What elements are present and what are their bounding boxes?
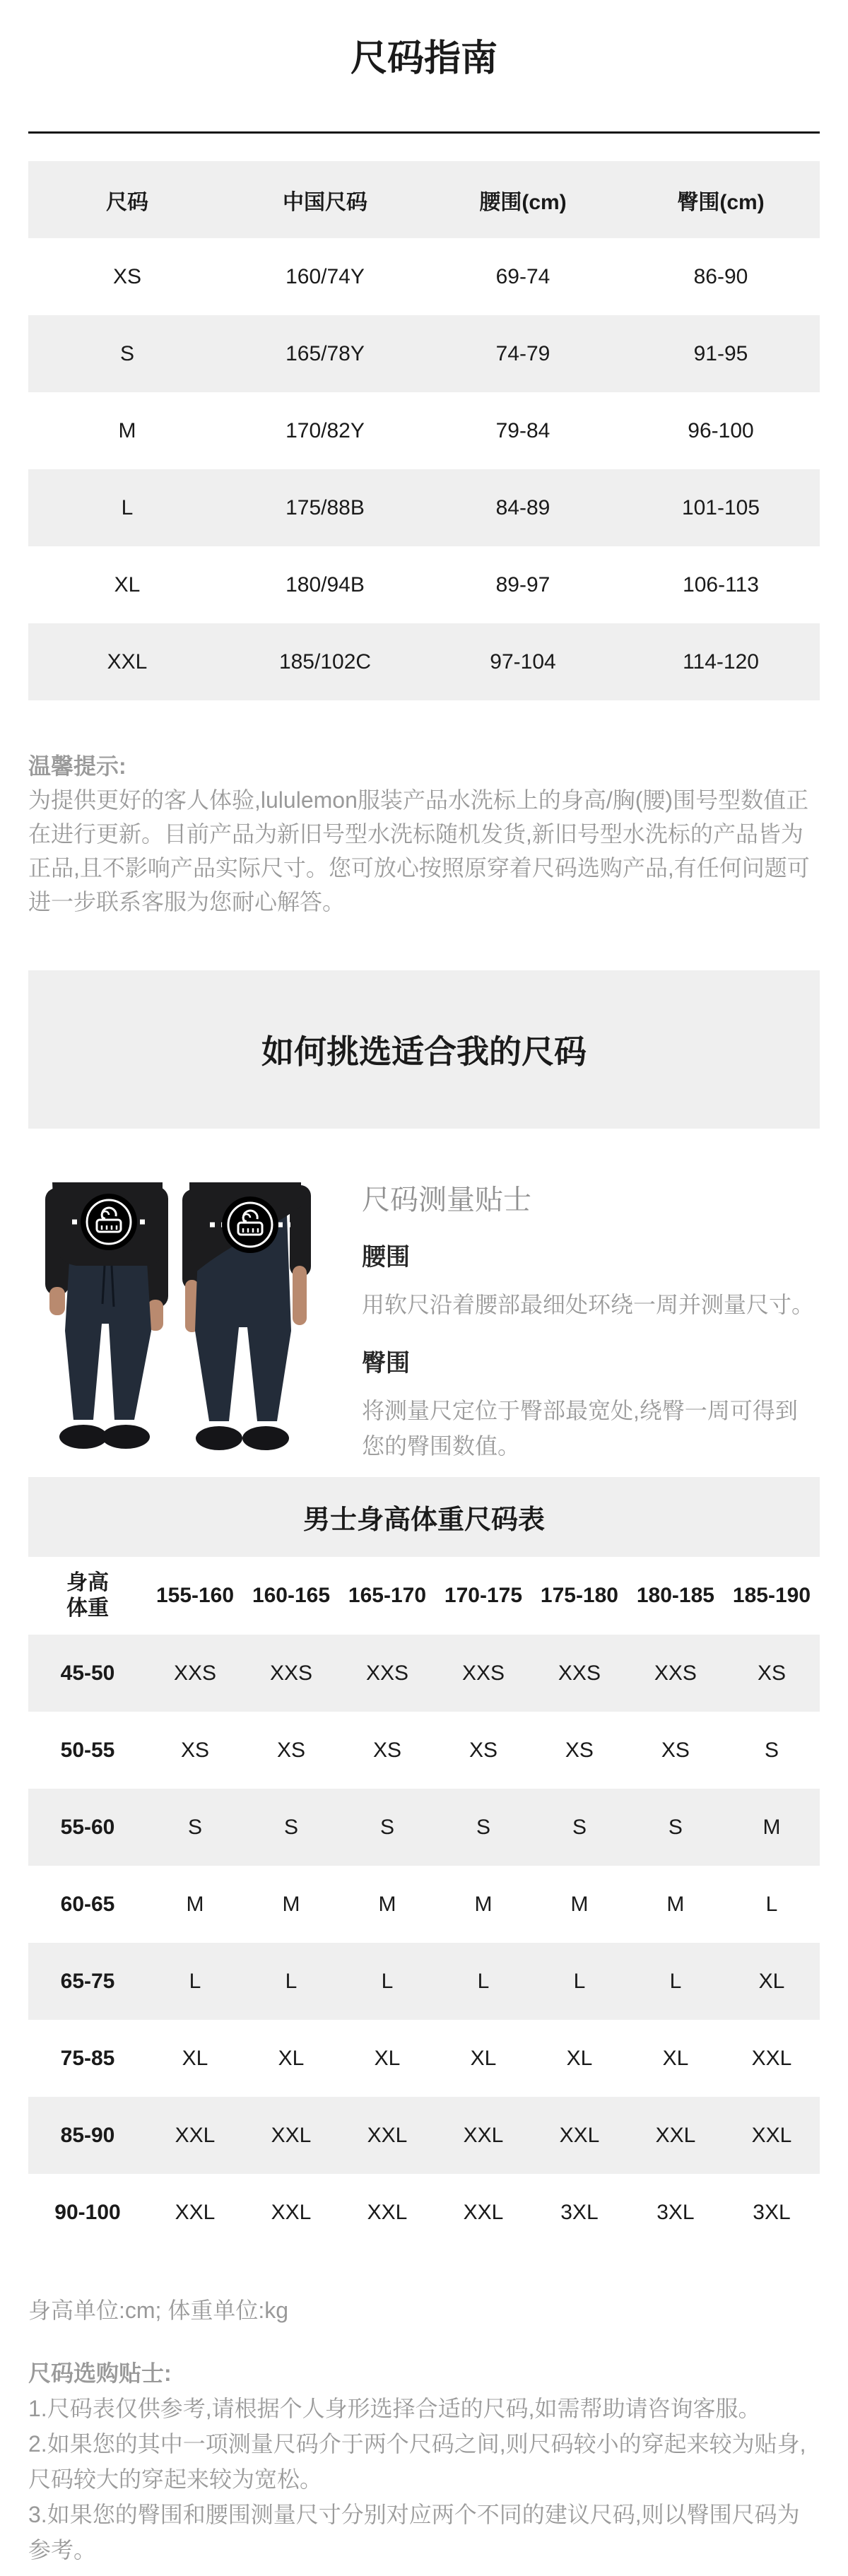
height-weight-banner <box>28 1477 820 1557</box>
size-cell: XXL <box>271 2123 312 2147</box>
size-cell: XL <box>374 2046 401 2070</box>
size-cell: L <box>121 495 134 519</box>
cn-size-cell: 165/78Y <box>285 341 365 365</box>
size-cell: L <box>669 1969 682 1993</box>
size-table-header-row <box>28 161 820 238</box>
hw-header-row <box>28 1557 820 1635</box>
table-row <box>28 2020 820 2097</box>
front-figure <box>45 1182 168 1449</box>
size-cell: XXL <box>367 2123 408 2147</box>
size-cell: L <box>285 1969 298 1993</box>
cn-size-cell: 160/74Y <box>285 264 365 288</box>
size-cell: XXL <box>751 2046 792 2070</box>
size-cell: M <box>378 1892 396 1916</box>
weight-row-label: 50-55 <box>60 1738 115 1762</box>
table-row <box>28 238 820 315</box>
hip-cell: 91-95 <box>693 341 748 365</box>
size-cell: XL <box>278 2046 305 2070</box>
size-cell: XXL <box>463 2123 504 2147</box>
weight-row-label: 90-100 <box>54 2200 121 2224</box>
pants-measure-illustration <box>44 1182 311 1459</box>
measure-desc-waist: 用软尺沿着腰部最细处环绕一周并测量尺寸。 <box>362 1292 815 1317</box>
table-row <box>28 1943 820 2020</box>
size-cell: 3XL <box>753 2200 791 2224</box>
table-row <box>28 392 820 469</box>
size-cell: XS <box>112 264 142 288</box>
weight-row-label: 85-90 <box>60 2123 115 2147</box>
purchase-tip: 2.如果您的其中一项测量尺码介于两个尺码之间,则尺码较小的穿起来较为贴身,尺码较大的穿起来较为宽松。 <box>28 2431 806 2492</box>
cn-size-cell: 185/102C <box>278 649 372 674</box>
waist-cell: 89-97 <box>495 572 550 596</box>
size-cell: XXL <box>271 2200 312 2224</box>
size-cell: XS <box>469 1738 497 1762</box>
weight-row-label: 45-50 <box>60 1661 115 1685</box>
cn-size-cell: 175/88B <box>285 495 365 519</box>
table-row <box>28 1789 820 1866</box>
size-cell: M <box>762 1815 781 1839</box>
column-header: 臀围(cm) <box>677 190 765 214</box>
waist-cell: 84-89 <box>495 495 550 519</box>
height-column-header: 170-175 <box>444 1584 523 1607</box>
size-cell: S <box>119 341 134 365</box>
size-cell: XL <box>758 1969 785 1993</box>
size-cell: XS <box>661 1738 690 1762</box>
size-cell: S <box>283 1815 298 1839</box>
size-cell: XS <box>180 1738 210 1762</box>
size-cell: XS <box>276 1738 305 1762</box>
size-cell: XXL <box>751 2123 792 2147</box>
size-cell: XXS <box>365 1661 408 1685</box>
measure-term-waist: 腰围 <box>362 1244 410 1271</box>
size-cell: S <box>379 1815 394 1839</box>
model-photo <box>44 1182 311 1459</box>
weight-row-label: 75-85 <box>60 2046 115 2070</box>
size-cell: XL <box>470 2046 497 2070</box>
size-cell: XXS <box>558 1661 601 1685</box>
measure-tips-title: 尺码测量贴士 <box>362 1184 531 1216</box>
purchase-tips <box>28 2356 820 2568</box>
cn-size-cell: 180/94B <box>285 572 365 596</box>
size-cell: XXL <box>175 2200 216 2224</box>
size-cell: XL <box>182 2046 208 2070</box>
size-cell: L <box>381 1969 394 1993</box>
size-cell: XXS <box>461 1661 505 1685</box>
height-weight-table <box>28 1557 820 2251</box>
column-header: 中国尺码 <box>283 190 367 214</box>
waist-cell: 97-104 <box>490 649 556 674</box>
title-divider <box>28 131 820 134</box>
size-cell: XL <box>662 2046 689 2070</box>
size-cell: XXS <box>173 1661 217 1685</box>
size-cell: M <box>666 1892 685 1916</box>
units-note: 身高单位:cm; 体重单位:kg <box>28 2298 289 2323</box>
hip-cell: 101-105 <box>681 495 760 519</box>
table-row <box>28 315 820 392</box>
height-weight-banner-title: 男士身高体重尺码表 <box>302 1505 545 1535</box>
size-cell: M <box>474 1892 493 1916</box>
page-title: 尺码指南 <box>350 38 497 79</box>
corner-height-label: 身高 <box>66 1571 109 1594</box>
size-cell: S <box>572 1815 587 1839</box>
table-row <box>28 1866 820 1943</box>
table-row <box>28 2174 820 2251</box>
height-column-header: 165-170 <box>348 1584 427 1607</box>
height-column-header: 175-180 <box>540 1584 618 1607</box>
purchase-tip: 1.尺码表仅供参考,请根据个人身形选择合适的尺码,如需帮助请咨询客服。 <box>28 2396 761 2421</box>
notice-block <box>28 749 820 919</box>
corner-header <box>28 1557 147 1635</box>
size-cell: XXL <box>655 2123 696 2147</box>
size-cell: L <box>477 1969 490 1993</box>
column-header: 腰围(cm) <box>479 190 567 214</box>
size-cell: XXL <box>559 2123 600 2147</box>
height-column-header: 155-160 <box>155 1584 235 1607</box>
purchase-tips-label: 尺码选购贴士: <box>28 2360 172 2386</box>
size-cell: L <box>765 1892 778 1916</box>
measurement-section <box>28 1182 820 1459</box>
hip-cell: 96-100 <box>688 418 754 442</box>
size-cell: XS <box>757 1661 786 1685</box>
size-table <box>28 161 820 700</box>
size-cell: XS <box>372 1738 401 1762</box>
size-cell: XXS <box>269 1661 312 1685</box>
size-cell: S <box>764 1738 779 1762</box>
size-cell: S <box>668 1815 683 1839</box>
size-cell: 3XL <box>656 2200 695 2224</box>
size-cell: M <box>186 1892 204 1916</box>
size-cell: XL <box>566 2046 593 2070</box>
notice-label: 温馨提示: <box>28 753 126 779</box>
back-figure <box>182 1182 311 1450</box>
measure-desc-hip: 将测量尺定位于臀部最宽处,绕臀一周可得到您的臀围数值。 <box>362 1398 798 1459</box>
weight-row-label: 60-65 <box>60 1892 115 1916</box>
size-cell: L <box>189 1969 201 1993</box>
measure-tips <box>362 1182 820 1459</box>
table-row <box>28 2097 820 2174</box>
size-cell: S <box>188 1815 203 1839</box>
table-row <box>28 546 820 623</box>
size-cell: M <box>282 1892 300 1916</box>
how-to-banner <box>28 970 820 1129</box>
size-cell: S <box>476 1815 490 1839</box>
notice-text: 为提供更好的客人体验,lululemon服装产品水洗标上的身高/胸(腰)围号型数值正在进行更新。目前产品为新旧号型水洗标随机发货,新旧号型水洗标的产品皆为正品,且不影响产品实际尺寸。您可放心按照原穿着尺码选购产品,有任何问题可进一步联系客服为您耐心解答。 <box>28 787 810 914</box>
hip-cell: 106-113 <box>683 572 759 596</box>
table-row <box>28 469 820 546</box>
height-column-header: 185-190 <box>732 1584 811 1607</box>
size-cell: XXL <box>367 2200 408 2224</box>
column-header: 尺码 <box>106 190 148 214</box>
height-column-header: 160-165 <box>252 1584 331 1607</box>
hip-cell: 86-90 <box>693 264 748 288</box>
size-cell: M <box>570 1892 589 1916</box>
size-cell: XL <box>114 572 141 596</box>
waist-cell: 74-79 <box>495 341 550 365</box>
weight-row-label: 55-60 <box>60 1815 115 1839</box>
waist-cell: 79-84 <box>495 418 550 442</box>
corner-weight-label: 体重 <box>66 1596 109 1620</box>
table-row <box>28 1712 820 1789</box>
how-to-banner-title: 如何挑选适合我的尺码 <box>261 1033 587 1070</box>
table-row <box>28 1635 820 1712</box>
table-row <box>28 623 820 700</box>
hip-cell: 114-120 <box>683 649 759 674</box>
size-cell: M <box>118 418 136 442</box>
size-cell: XXS <box>654 1661 697 1685</box>
size-cell: 3XL <box>560 2200 599 2224</box>
size-cell: XXL <box>463 2200 504 2224</box>
size-cell: L <box>573 1969 586 1993</box>
size-cell: XXL <box>175 2123 216 2147</box>
measure-term-hip: 臀围 <box>362 1350 410 1377</box>
size-cell: XXL <box>107 649 148 674</box>
size-cell: XS <box>565 1738 594 1762</box>
waist-cell: 69-74 <box>495 264 550 288</box>
height-column-header: 180-185 <box>636 1584 714 1607</box>
purchase-tip: 3.如果您的臀围和腰围测量尺寸分别对应两个不同的建议尺码,则以臀围尺码为参考。 <box>28 2502 800 2563</box>
weight-row-label: 65-75 <box>60 1969 115 1993</box>
cn-size-cell: 170/82Y <box>285 418 365 442</box>
